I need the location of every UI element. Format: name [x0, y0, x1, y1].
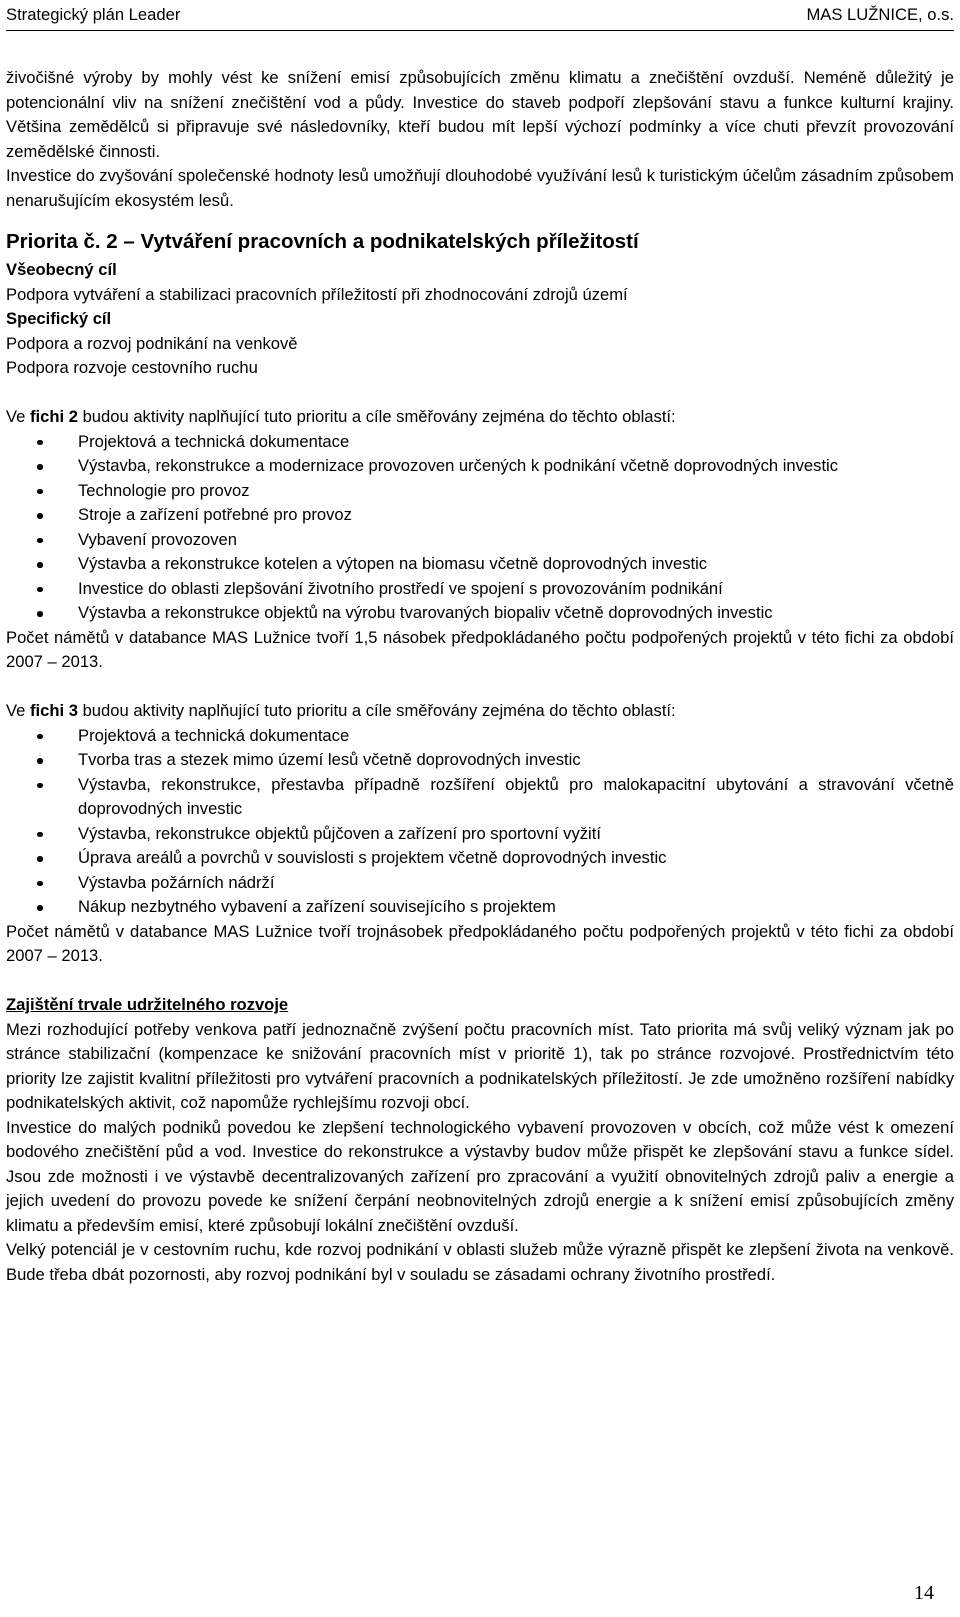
header-organization: MAS LUŽNICE, o.s. — [806, 5, 954, 24]
fiche2-intro — [6, 405, 954, 430]
priority-title: Priorita č. 2 – Vytváření pracovních a podnikatelských příležitostí — [6, 230, 639, 253]
fiche3-intro-post: budou aktivity naplňující tuto prioritu a cíle směřovány zejména do těchto oblastí: — [77, 701, 676, 720]
fiche3-activity-list — [6, 724, 954, 920]
intro-paragraph: Investice do zvyšování společenské hodnoty lesů umožňují dlouhodobé využívání lesů k turistickým účelům zásadním způsobem nenarušujícím ekosystém lesů. — [6, 166, 954, 210]
fiche3-label: fichi 3 — [30, 701, 78, 720]
general-goal-text: Podpora vytváření a stabilizaci pracovních příležitostí při zhodnocování zdrojů území — [6, 284, 628, 304]
list-item: Vybavení provozoven — [6, 528, 954, 553]
list-item: Stroje a zařízení potřebné pro provoz — [6, 503, 954, 528]
body-paragraph: Velký potenciál je v cestovním ruchu, kde rozvoj podnikání v oblasti služeb může výrazně přispět ke zlepšení života na venkově. Bude třeba dbát pozornosti, aby rozvoj podnikání byl v souladu se zásadami ochrany životního prostředí. — [6, 1240, 954, 1284]
fiche3-summary: Počet námětů v databance MAS Lužnice tvoří trojnásobek předpokládaného počtu podpořených projektů v této fichi za období 2007 – 2013. — [6, 921, 954, 965]
list-item: Výstavba a rekonstrukce objektů na výrobu tvarovaných biopaliv včetně doprovodných investic — [6, 601, 954, 626]
list-item: Technologie pro provoz — [6, 479, 954, 504]
specific-goal-item: Podpora a rozvoj podnikání na venkově — [6, 333, 298, 353]
fiche3-intro-pre: Ve — [6, 701, 30, 720]
list-item: Výstavba požárních nádrží — [6, 871, 954, 896]
list-item: Výstavba, rekonstrukce objektů půjčoven a zařízení pro sportovní vyžití — [6, 822, 954, 847]
list-item: Výstavba a rekonstrukce kotelen a výtopen na biomasu včetně doprovodných investic — [6, 552, 954, 577]
fiche2-activity-list — [6, 430, 954, 626]
specific-goal-item: Podpora rozvoje cestovního ruchu — [6, 358, 258, 377]
intro-paragraph: živočišné výroby by mohly vést ke snížení emisí způsobujících změnu klimatu a znečištění ovzduší. Neméně důležitý je potencionální vliv na snížení znečištění vod a půdy. Investice do staveb podpoří zlepšování stavu a funkce kulturní krajiny. Většina zemědělců si připravuje své následovníky, kteří budou mít lepší výchozí podmínky a více chuti převzít provozování zemědělské činnosti. — [6, 68, 954, 161]
page-number: 14 — [914, 1581, 934, 1604]
fiche2-summary: Počet námětů v databance MAS Lužnice tvoří 1,5 násobek předpokládaného počtu podpořených projektů v této fichi za období 2007 – 2013. — [6, 627, 954, 671]
fiche2-intro-post: budou aktivity naplňující tuto prioritu a cíle směřovány zejména do těchto oblastí: — [77, 407, 676, 426]
list-item: Úprava areálů a povrchů v souvislosti s projektem včetně doprovodných investic — [6, 846, 954, 871]
document-body — [6, 66, 954, 1287]
fiche3-intro — [6, 699, 954, 724]
list-item: Projektová a technická dokumentace — [6, 724, 954, 749]
body-paragraph: Mezi rozhodující potřeby venkova patří jednoznačně zvýšení počtu pracovních míst. Tato priorita má svůj veliký význam jak po stránce stabilizační (kompenzace ke snižování pracovních míst v prioritě 1), tak po stránce rozvojové. Prostřednictvím této priority lze zajistit kvalitní příležitosti pro vytváření pracovních a podnikatelských příležitostí. Je zde umožněno rozšíření nabídky podnikatelských aktivit, což napomůže rychlejšímu rozvoji obcí. — [6, 1019, 954, 1112]
list-item: Tvorba tras a stezek mimo území lesů včetně doprovodných investic — [6, 748, 954, 773]
specific-goal-label: Specifický cíl — [6, 309, 112, 328]
list-item: Investice do oblasti zlepšování životního prostředí ve spojení s provozováním podnikání — [6, 577, 954, 602]
fiche2-intro-pre: Ve — [6, 407, 30, 426]
section-heading: Zajištění trvale udržitelného rozvoje — [6, 995, 289, 1014]
list-item: Výstavba, rekonstrukce a modernizace provozoven určených k podnikání včetně doprovodných investic — [6, 454, 954, 479]
header-title: Strategický plán Leader — [6, 5, 181, 24]
general-goal-label: Všeobecný cíl — [6, 260, 117, 279]
list-item: Projektová a technická dokumentace — [6, 430, 954, 455]
page-header — [6, 0, 954, 31]
body-paragraph: Investice do malých podniků povedou ke zlepšení technologického vybavení provozoven v obcích, což může vést k omezení bodového znečištění půd a vod. Investice do rekonstrukce a výstavby budov může přispět ke zlepšování stavu a funkce sídel. Jsou zde možnosti i ve výstavbě decentralizovaných zařízení pro zpracování a využití obnovitelných zdrojů paliv a energie a jejich uvedení do provozu povede ke snížení čerpání neobnovitelných zdrojů energie a k snížení emisí způsobujících změny klimatu a především emisí, které způsobují lokální znečištění ovzduší. — [6, 1117, 954, 1235]
list-item: Výstavba, rekonstrukce, přestavba případně rozšíření objektů pro malokapacitní ubytování a stravování včetně doprovodných investic — [6, 773, 954, 822]
fiche2-label: fichi 2 — [30, 407, 78, 426]
list-item: Nákup nezbytného vybavení a zařízení souvisejícího s projektem — [6, 895, 954, 920]
